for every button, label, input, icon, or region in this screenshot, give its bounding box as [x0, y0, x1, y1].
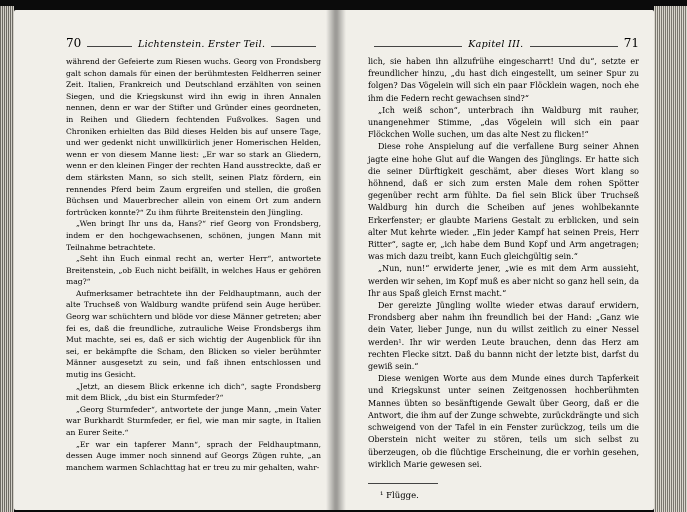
- paragraph: Aufmerksamer betrachtete ihn der Feldhauptmann, auch der alte Truchseß von Waldburg wandte prüfend sein Auge herüber. Georg war schüchtern und blöde vor diese Männer getreten; aber fei es, daß die freundliche, zutrauliche Weise Frondsbergs ihm Mut machte, sei es, daß er sich wichtig der Augenblick für ihn sei, er bekämpfte die Scham, den Blicken so vieler berühmter Männer ausgesetzt zu sein, und faß ihnen entschlossen und mutig ins Gesicht.: [66, 288, 321, 380]
- book-gutter: [326, 10, 346, 510]
- book-edge-left: [0, 6, 14, 512]
- paragraph: „Ich weiß schon“, unterbrach ihn Waldburg mit rauher, unangenehmer Stimme, „das Vögelein will sich ein paar Flöckchen Wolle suchen, um das alte Nest zu flicken!“: [368, 105, 639, 140]
- footnote-rule: [368, 483, 438, 484]
- header-rule: [374, 46, 462, 47]
- paragraph: während der Gefeierte zum Riesen wuchs. Georg von Frondsberg galt schon damals für einen der berühmtesten Feldherren seiner Zeit. Italien, Frankreich und Deutschland erzählten von seinen Siegen, und die Kriegskunst wird ihn ewig in ihren Annalen nennen, denn er war der Stifter und Gründer eines geordneten, in Reihen und Gliedern fechtenden Fußvolkes. Sagen und Chroniken erhielten das Bild dieses Helden bis auf unsere Tage, und wer gedenkt nicht unwillkürlich jener Homerischen Helden, wenn er von diesem Manne liest: „Er war so stark an Gliedern, wenn er den kleinen Finger der rechten Hand ausstreckte, daß er dem stärksten Mann, so sich stellt, seinen Platz fördern, ein rennendes Pferd beim Zaum ergreifen und stellen, die großen Büchsen und Mauerbrecher allein von einem Ort zum andern fortrücken konnte?“ Zu ihm führte Breitenstein den Jüngling.: [66, 57, 321, 217]
- book-edge-right: [654, 6, 687, 512]
- paragraph: lich, sie haben ihn allzufrühe eingescharrt! Und du“, setzte er freundlicher hinzu, „du hast dich eingestellt, um seiner Spur zu folgen? Das Vögelein will sich ein paar Flöcklein wagen, noch ehe ihm die Federn recht gewachsen sind?“: [368, 57, 639, 103]
- running-head: Kapitel III.: [468, 39, 524, 50]
- header-rule: [87, 46, 132, 47]
- paragraph: „Seht ihn Euch einmal recht an, werter Herr“, antwortete Breitenstein, „ob Euch nicht beifällt, in welches Haus er gehören mag?“: [66, 254, 321, 287]
- page-number: 70: [66, 36, 82, 50]
- left-page-text: [66, 56, 321, 473]
- header-rule: [530, 46, 618, 47]
- left-page-header: [66, 36, 322, 50]
- paragraph: Diese wenigen Worte aus dem Munde eines durch Tapferkeit und Kriegskunst unter seinen Zeitgenossen hochberühmten Mannes übten so besänftigende Gewalt über Georg, daß er die Antwort, die ihm auf der Zunge schwebte, zurückdrängte und sich schweigend von der Tafel in ein Fenster zurückzog, teils um die Oberstein nicht weiter zu stören, teils um sich selbst zu überzeugen, ob die flüchtige Erscheinung, die er vorhin gesehen, wirklich Marie gewesen sei.: [368, 374, 639, 469]
- footnote: ¹ Flügge.: [380, 490, 419, 501]
- page-number: 71: [623, 36, 640, 50]
- paragraph: Der gereizte Jüngling wollte wieder etwas darauf erwidern, Frondsberg aber nahm ihn freundlich bei der Hand: „Ganz wie dein Vater, lieber Junge, nun du willst zeitlich zu einer Nessel werden¹. Ihr wir werden Leute brauchen, denn das Herz am rechten Flecke sitzt. Daß du bannn nicht der letzte bist, darfst du gewiß sein.“: [368, 301, 639, 372]
- running-head: Lichtenstein. Erster Teil.: [137, 39, 266, 50]
- paragraph: „Georg Sturmfeder“, antwortete der junge Mann, „mein Vater war Burkhardt Sturmfeder, er fiel, wie man mir sagte, in Italien an Eurer Seite.“: [66, 404, 321, 437]
- paragraph: „Wen bringt Ihr uns da, Hans?“ rief Georg von Frondsberg, indem er den hochgewachsenen, schönen, jungen Mann mit Teilnahme betrachtete.: [66, 219, 321, 252]
- paragraph: „Jetzt, an diesem Blick erkenne ich dich“, sagte Frondsberg mit dem Blick, „du bist ein Sturmfeder?“: [66, 381, 321, 403]
- paragraph: „Er war ein tapferer Mann“, sprach der Feldhauptmann, dessen Auge immer noch sinnend auf Georgs Zügen ruhte, „an manchem warmen Schlachttag hat er treu zu mir gehalten, wahr-: [66, 439, 321, 472]
- paragraph: „Nun, nun!“ erwiderte jener, „wie es mit dem Arm aussieht, werden wir sehen, im Kopf muß es aber nicht so ganz hell sein, da Ihr aus Spaß gleich Ernst macht.“: [368, 264, 639, 298]
- paragraph: Diese rohe Anspielung auf die verfallene Burg seiner Ahnen jagte eine hohe Glut auf die Wangen des Jünglings. Er hatte sich die seiner Dürftigkeit geschämt, aber dieses Wort klang so höhnend, daß er sich zum ersten Male dem rohen Spötter gegenüber recht arm fühlte. Da fiel sein Blick über Truchseß Waldburg hin durch die Scheiben auf jenes wohlbekannte Erkerfenster; er glaubte Mariens Gestalt zu erblicken, und sein alter Mut kehrte wieder. „Ein jeder Kampf hat seinen Preis, Herr Ritter“, sagte er, „ich habe dem Bund Kopf und Arm angetragen; was mich dazu treibt, kann Euch gleichgültig sein.“: [368, 142, 639, 262]
- header-rule: [271, 46, 316, 47]
- right-page-text: [368, 56, 639, 502]
- right-page-header: [368, 36, 639, 50]
